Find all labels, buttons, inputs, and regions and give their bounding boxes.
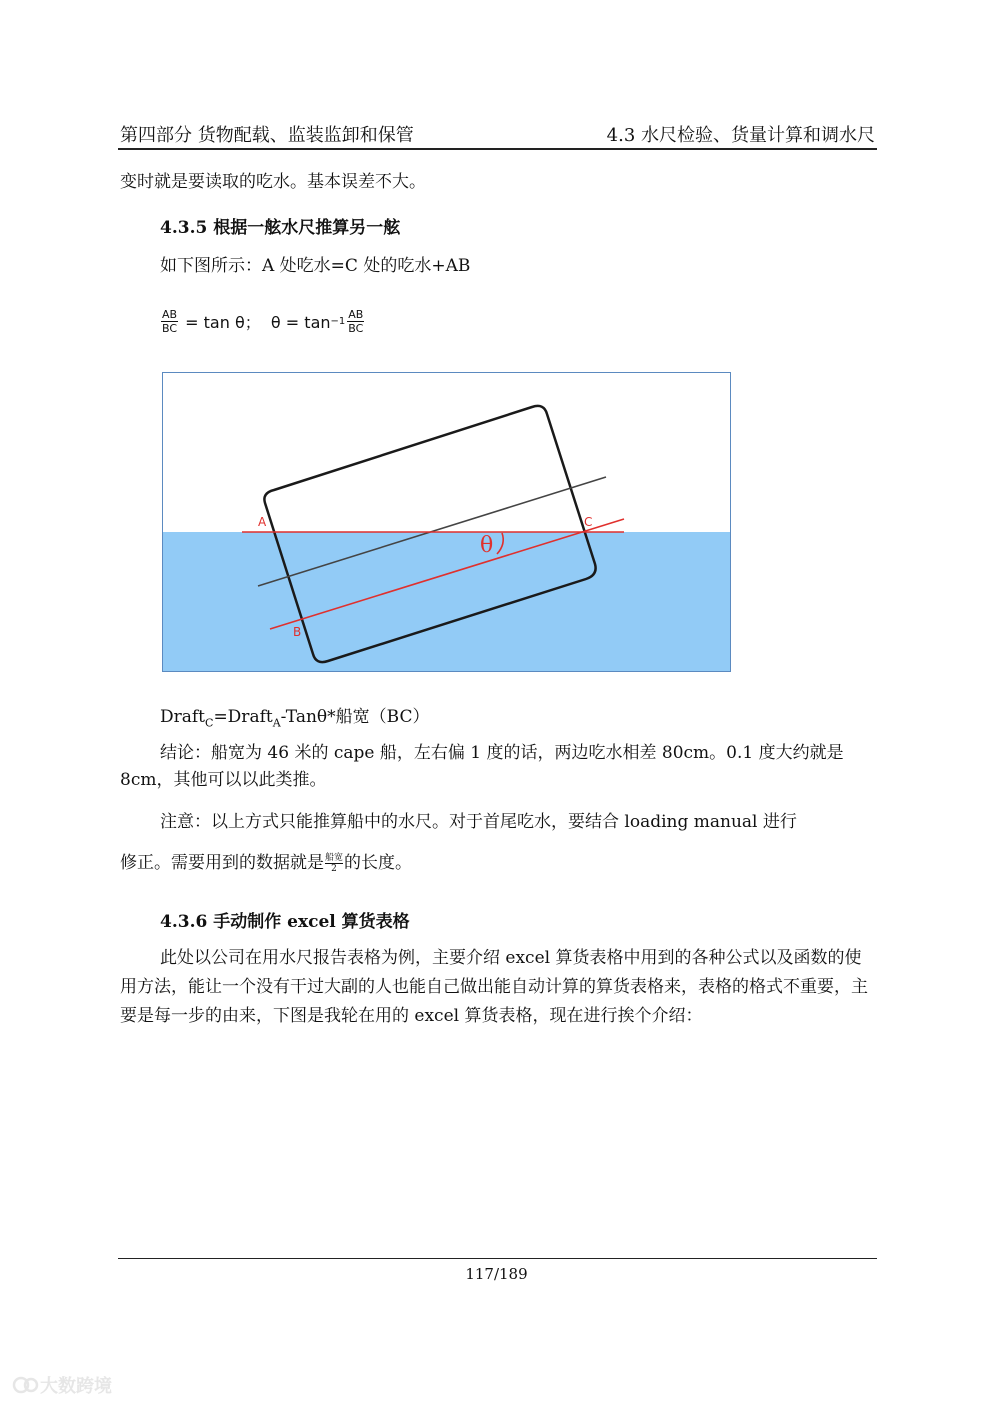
watermark-text: 大数跨境 xyxy=(40,1376,112,1397)
watermark xyxy=(12,1372,112,1398)
draft-part-2: =Draft xyxy=(213,707,273,727)
fraction-denominator-2: BC xyxy=(348,321,364,335)
page-number: 117/189 xyxy=(465,1265,528,1283)
fraction-numerator-2: AB xyxy=(348,307,364,321)
note-line-2-end: 的长度。 xyxy=(344,853,413,873)
heading-4-3-5: 4.3.5 根据一舷水尺推算另一舷 xyxy=(160,218,401,238)
fraction-denominator: BC xyxy=(162,321,178,335)
header-part-title: 第四部分 货物配载、监装监卸和保管 xyxy=(120,125,414,146)
label-b: B xyxy=(293,625,302,639)
draft-sub-a: A xyxy=(272,716,281,730)
draft-formula xyxy=(160,702,429,729)
watermark-logo-icon xyxy=(12,1374,40,1396)
footer-rule xyxy=(118,1258,877,1259)
draft-sub-c: C xyxy=(205,716,214,730)
header-rule xyxy=(118,148,877,150)
water-area xyxy=(162,532,731,672)
formula-superscript: −1 xyxy=(330,315,346,327)
header-section-title: 4.3 水尺检验、货量计算和调水尺 xyxy=(606,125,875,146)
heading-4-3-6: 4.3.6 手动制作 excel 算货表格 xyxy=(160,912,410,932)
formula-equation: = tan θ； θ = tan xyxy=(180,312,331,332)
note-line-2 xyxy=(120,850,877,877)
intro-paragraph: 变时就是要读取的吃水。基本误差不大。 xyxy=(120,172,426,192)
width-half-denominator: 2 xyxy=(331,864,337,874)
note-line-1: 注意：以上方式只能推算船中的水尺。对于首尾吃水，要结合 loading manual 进行 xyxy=(160,812,797,832)
label-a: A xyxy=(258,515,267,529)
sky-area xyxy=(162,372,731,532)
heeling-ship-diagram xyxy=(162,372,731,672)
draft-part-1: Draft xyxy=(160,707,206,727)
width-half-fraction xyxy=(325,853,343,874)
fraction-numerator: AB xyxy=(162,307,178,321)
width-half-numerator: 船宽 xyxy=(325,853,344,863)
note-line-2-start: 修正。需要用到的数据就是 xyxy=(120,853,324,873)
label-c: C xyxy=(584,515,593,529)
formula-fraction-2 xyxy=(347,308,364,335)
label-theta: θ xyxy=(480,533,494,558)
diagram-intro-text: 如下图所示：A 处吃水=C 处的吃水+AB xyxy=(160,256,471,276)
tan-formula xyxy=(159,303,366,339)
draft-part-3: -Tanθ*船宽（BC） xyxy=(280,707,430,727)
conclusion-paragraph: 结论：船宽为 46 米的 cape 船，左右偏 1 度的话，两边吃水相差 80cm。0.1 度大约就是 8cm，其他可以以此类推。 xyxy=(120,743,844,790)
formula-fraction xyxy=(161,308,178,335)
excel-intro-paragraph: 此处以公司在用水尺报告表格为例，主要介绍 excel 算货表格中用到的各种公式以及函数的使用方法，能让一个没有干过大副的人也能自己做出能自动计算的算货表格来，表格的格式不重要，主要是每一步的由来，下图是我轮在用的 excel 算货表格，现在进行挨个介绍： xyxy=(120,948,868,1026)
